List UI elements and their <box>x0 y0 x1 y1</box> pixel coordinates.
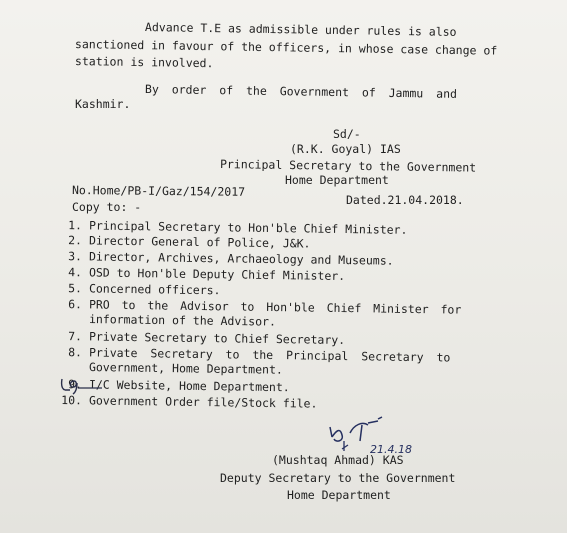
list-item-number: 5. <box>68 281 83 296</box>
list-item-6-continuation: information of the Advisor. <box>88 312 277 329</box>
list-item-number: 3. <box>68 249 83 264</box>
list-item-text: Private Secretary to the Principal Secretary to <box>88 345 451 365</box>
list-item-number: 7. <box>68 329 83 344</box>
list-item-number: 2. <box>68 233 83 248</box>
list-item-number: 4. <box>68 265 83 280</box>
para1-line2: sanctioned in favour of the officers, in whose case change of <box>74 37 498 58</box>
signatory2-name: (Mushtaq Ahmad) KAS <box>272 453 404 467</box>
list-item-number: 8. <box>68 345 83 360</box>
list-item-8-continuation: Government, Home Department. <box>88 360 283 377</box>
list-item-number: 6. <box>68 297 83 312</box>
list-item-7 <box>58 329 345 347</box>
handwritten-item-correction <box>58 375 108 397</box>
list-item-number: 1. <box>68 218 83 233</box>
handwritten-signature <box>322 415 432 457</box>
list-item-5 <box>58 281 221 297</box>
list-item-4 <box>58 265 345 283</box>
list-item-text: Private Secretary to Chief Secretary. <box>88 329 346 348</box>
list-item-2 <box>58 233 311 251</box>
signatory1-name: (R.K. Goyal) IAS <box>290 142 401 156</box>
para2-line1: By order of the Government of Jammu and <box>144 82 458 101</box>
signatory1-title: Principal Secretary to the Government <box>219 157 477 175</box>
para2-line2: Kashmir. <box>75 97 131 111</box>
list-item-text: Principal Secretary to Hon'ble Chief Minister. <box>88 218 408 237</box>
list-item-text: OSD to Hon'ble Deputy Chief Minister. <box>88 265 346 284</box>
list-item-text: I/C Website, Home Department. <box>88 377 290 395</box>
list-item-text: PRO to the Advisor to Hon'ble Chief Minister for <box>88 297 462 317</box>
list-item-text: Concerned officers. <box>88 281 221 298</box>
sd-mark: Sd/- <box>333 127 361 141</box>
order-number: No.Home/PB-I/Gaz/154/2017 <box>71 183 246 199</box>
signature-date: 21.4.18 <box>370 443 412 456</box>
para1-line1: Advance T.E as admissible under rules is also <box>144 20 457 39</box>
signatory2-title: Deputy Secretary to the Government <box>220 471 456 485</box>
list-item-text: Director General of Police, J&K. <box>88 233 311 251</box>
signatory2-dept: Home Department <box>287 488 391 502</box>
copy-to-heading: Copy to: - <box>72 200 142 214</box>
list-item-text: Government Order file/Stock file. <box>88 393 318 411</box>
order-date: Dated.21.04.2018. <box>346 193 464 207</box>
list-item-number: 10. <box>61 393 83 408</box>
list-item-text: Director, Archives, Archaeology and Museums. <box>88 249 394 268</box>
signatory1-dept: Home Department <box>285 173 389 187</box>
para1-line3: station is involved. <box>74 54 214 71</box>
list-item-number: 9. <box>68 377 83 392</box>
